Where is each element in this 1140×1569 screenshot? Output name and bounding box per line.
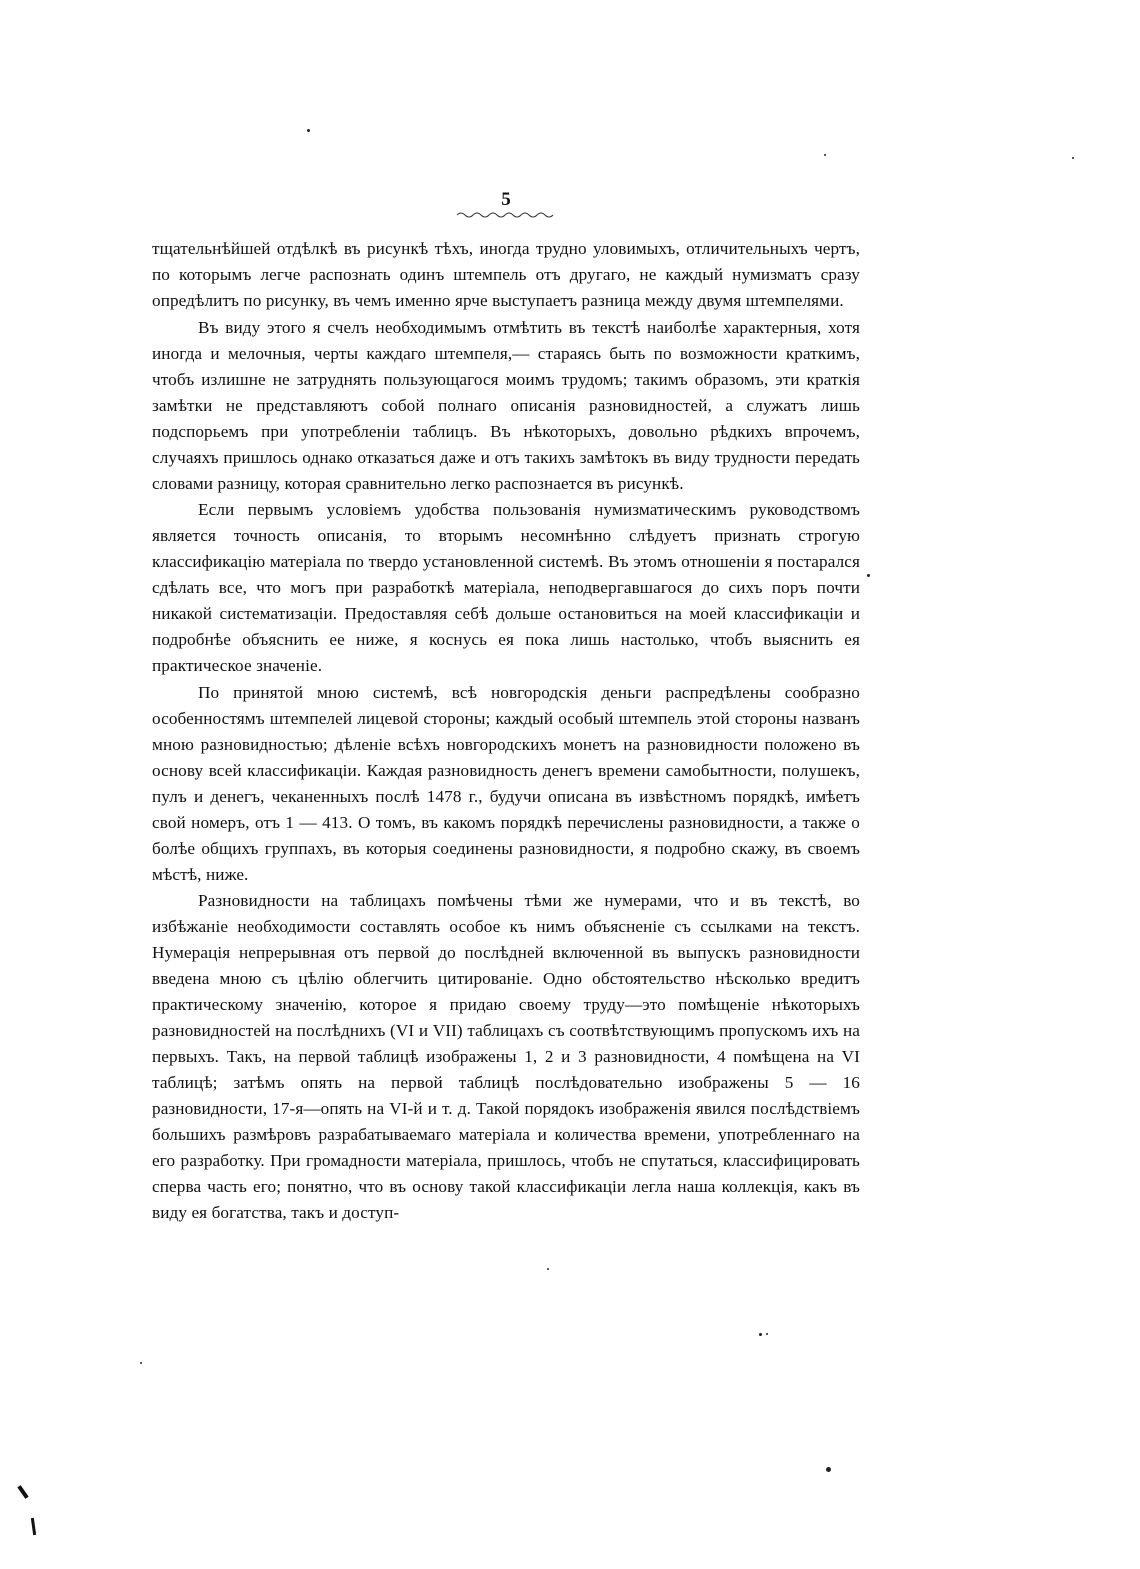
scan-speck (826, 1467, 831, 1472)
scan-mark (31, 1518, 36, 1535)
scan-speck (766, 1333, 768, 1335)
scan-speck (140, 1362, 142, 1364)
body-text (152, 236, 860, 1227)
scan-speck (307, 129, 310, 132)
scan-speck (824, 154, 826, 156)
scan-speck (1072, 157, 1074, 159)
page-number: 5 (501, 189, 511, 210)
paragraph-3: Если первымъ условіемъ удобства пользованія нумизматическимъ руководствомъ является точность описанія, то вторымъ несомнѣнно слѣдуетъ признать строгую классификацію матеріала по твердо установленной системѣ. Въ этомъ отношеніи я постарался сдѣлать все, что могъ при разработкѣ матеріала, неподвергавшагося до сихъ поръ почти никакой систематизаціи. Предоставляя себѣ дольше остановиться на моей классификаціи и подробнѣе объяснить ее ниже, я коснусь ея пока лишь настолько, чтобъ выяснить ея практическое значеніе. (152, 500, 860, 675)
scan-speck (547, 1268, 549, 1270)
paragraph-1: тщательнѣйшей отдѣлкѣ въ рисункѣ тѣхъ, иногда трудно уловимыхъ, отличительныхъ чертъ, по которымъ легче распознать одинъ штемпель отъ другаго, не каждый нумизматъ сразу опредѣлитъ по рисунку, въ чемъ именно ярче выступаетъ разница между двумя штемпелями. (152, 239, 860, 310)
ornamental-divider (455, 210, 557, 218)
scan-speck (867, 574, 870, 577)
paragraph-5: Разновидности на таблицахъ помѣчены тѣми же нумерами, что и въ текстѣ, во избѣжаніе необходимости составлять особое къ нимъ объясненіе съ ссылками на текстъ. Нумерація непрерывная отъ первой до послѣдней включенной въ выпускъ разновидности введена мною съ цѣлію облегчить цитированіе. Одно обстоятельство нѣсколько вредитъ практическому значенію, которое я придаю своему труду—это помѣщеніе нѣкоторыхъ разновидностей на послѣднихъ (VI и VII) таблицахъ съ соотвѣтствующимъ пропускомъ ихъ на первыхъ. Такъ, на первой таблицѣ изображены 1, 2 и 3 разновидности, 4 помѣщена на VI таблицѣ; затѣмъ опять на первой таблицѣ послѣдовательно изображены 5 — 16 разновидности, 17-я—опять на VI-й и т. д. Такой порядокъ изображенія явился послѣдствіемъ большихъ размѣровъ разрабатываемаго матеріала и количества времени, употребленнаго на его разработку. При громадности матеріала, пришлось, чтобъ не спутаться, классифицировать сперва часть его; понятно, что въ основу такой классификаціи легла наша коллекція, какъ въ виду ея богатства, такъ и доступ- (152, 891, 860, 1222)
paragraph-4: По принятой мною системѣ, всѣ новгородскія деньги распредѣлены сообразно особенностямъ штемпелей лицевой стороны; каждый особый штемпель этой стороны названъ мною разновидностью; дѣленіе всѣхъ новгородскихъ монетъ на разновидности положено въ основу всей классификаціи. Каждая разновидность денегъ времени самобытности, полушекъ, пулъ и денегъ, чеканенныхъ послѣ 1478 г., будучи описана въ извѣстномъ порядкѣ, имѣетъ свой номеръ, отъ 1 — 413. О томъ, въ какомъ порядкѣ перечислены разновидности, а также о болѣе общихъ группахъ, въ которыя соединены разновидности, я подробно скажу, въ своемъ мѣстѣ, ниже. (152, 682, 860, 884)
scan-speck (759, 1333, 762, 1336)
scan-mark (17, 1485, 28, 1499)
paragraph-2: Въ виду этого я счелъ необходимымъ отмѣтить въ текстѣ наиболѣе характерныя, хотя иногда и мелочныя, черты каждаго штемпеля,— стараясь быть по возможности краткимъ, чтобъ излишне не затруднять пользующагося моимъ трудомъ; такимъ образомъ, эти краткія замѣтки не представляютъ собой полнаго описанія разновидностей, а служатъ лишь подспорьемъ при употребленіи таблицъ. Въ нѣкоторыхъ, довольно рѣдкихъ впрочемъ, случаяхъ пришлось однако отказаться даже и отъ такихъ замѣтокъ въ виду трудности передать словами разницу, которая сравнительно легко распознается въ рисункѣ. (152, 317, 860, 493)
